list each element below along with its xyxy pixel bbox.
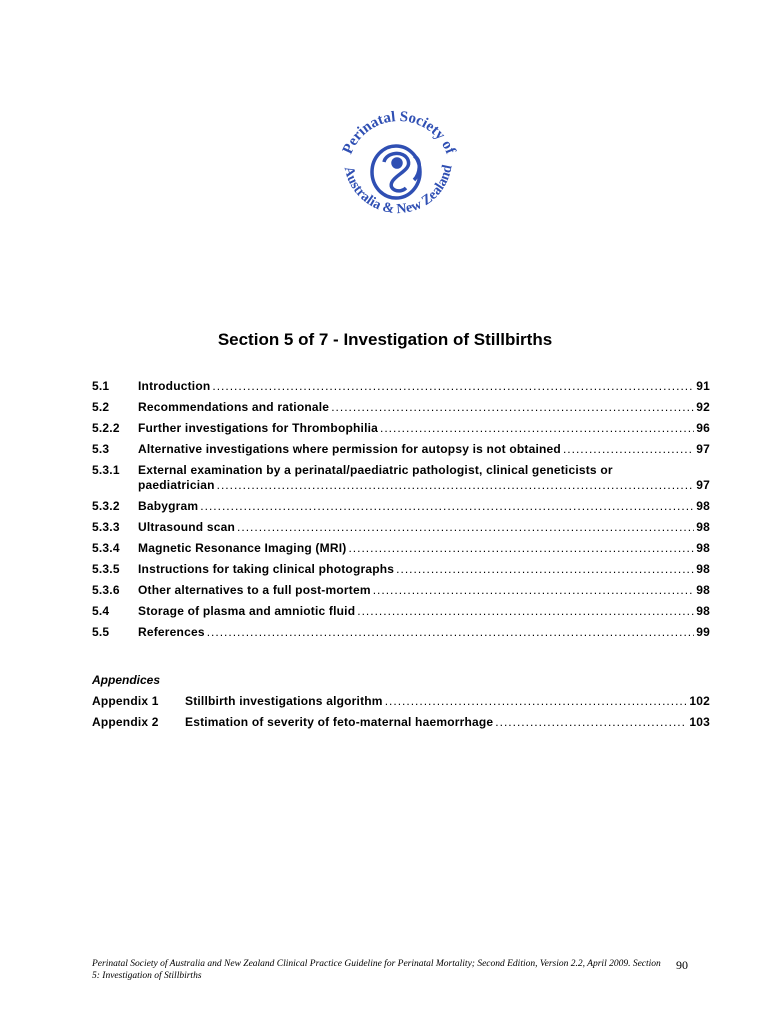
leader-dots — [212, 380, 694, 393]
toc-number: 5.3.3 — [92, 520, 120, 534]
psanz-logo — [326, 100, 468, 238]
toc-number: 5.3.6 — [92, 583, 120, 597]
appendix-page: 102 — [689, 694, 710, 708]
leader-dots — [217, 479, 695, 492]
toc-page: 99 — [696, 625, 710, 639]
toc-entry[interactable] — [92, 422, 710, 435]
toc-number: 5.3 — [92, 442, 110, 456]
toc-title: Alternative investigations where permission for autopsy is not obtained — [138, 442, 561, 456]
toc-page: 98 — [696, 562, 710, 576]
leader-dots — [207, 626, 695, 639]
leader-dots — [396, 563, 694, 576]
toc-page: 98 — [696, 604, 710, 618]
toc-entry[interactable] — [92, 521, 710, 534]
toc-entry[interactable] — [92, 542, 710, 555]
toc-number: 5.3.2 — [92, 499, 120, 513]
fetus-emblem-icon — [372, 146, 420, 198]
appendix-entry[interactable] — [92, 695, 710, 708]
svg-text:Perinatal Society of — [340, 109, 459, 157]
toc-number: 5.1 — [92, 379, 110, 393]
toc-title: Further investigations for Thrombophilia — [138, 421, 379, 435]
appendix-title: Estimation of severity of feto-maternal haemorrhage — [185, 715, 494, 729]
leader-dots — [495, 716, 687, 729]
toc-number: 5.5 — [92, 625, 110, 639]
toc-title: Recommendations and rationale — [138, 400, 330, 414]
logo-text-top: Perinatal Society of — [339, 108, 459, 157]
appendix-entry[interactable] — [92, 716, 710, 729]
leader-dots — [563, 443, 694, 456]
toc-number: 5.3.5 — [92, 562, 120, 576]
appendices-list — [92, 695, 710, 737]
leader-dots — [373, 584, 695, 597]
toc-title: Babygram — [138, 499, 199, 513]
toc-number: 5.3.4 — [92, 541, 120, 555]
page-number: 90 — [676, 958, 688, 972]
leader-dots — [380, 422, 694, 435]
toc-title: Instructions for taking clinical photographs — [138, 562, 395, 576]
toc-page: 98 — [696, 583, 710, 597]
toc-page: 98 — [696, 520, 710, 534]
toc-number: 5.2.2 — [92, 421, 120, 435]
toc-page: 96 — [696, 421, 710, 435]
leader-dots — [385, 695, 688, 708]
toc-entry[interactable] — [92, 626, 710, 639]
toc-number: 5.3.1 — [92, 463, 120, 477]
toc-title: Other alternatives to a full post-mortem — [138, 583, 371, 597]
toc-entry[interactable] — [92, 380, 710, 393]
toc-page: 98 — [696, 541, 710, 555]
logo-text-bottom: Australia & New Zealand — [340, 163, 456, 218]
toc-entry[interactable] — [92, 500, 710, 513]
appendix-number: Appendix 1 — [92, 694, 159, 708]
toc-entry[interactable] — [92, 464, 710, 492]
table-of-contents — [92, 380, 710, 647]
toc-title: Introduction — [138, 379, 211, 393]
toc-entry[interactable] — [92, 443, 710, 456]
toc-title: External examination by a perinatal/paediatric pathologist, clinical geneticists or — [138, 463, 613, 477]
leader-dots — [331, 401, 694, 414]
toc-title: Magnetic Resonance Imaging (MRI) — [138, 541, 347, 555]
toc-page: 97 — [696, 478, 710, 492]
section-title: Section 5 of 7 - Investigation of Stillbirths — [217, 330, 553, 349]
appendix-number: Appendix 2 — [92, 715, 159, 729]
page-footer: Perinatal Society of Australia and New Zealand Clinical Practice Guideline for Perinatal Mortality; Second Edition, Version 2.2, April 2009. Section 5: Investigation of Stillbirths — [92, 959, 661, 981]
toc-entry[interactable] — [92, 605, 710, 618]
leader-dots — [348, 542, 694, 555]
toc-title: Ultrasound scan — [138, 520, 236, 534]
appendix-page: 103 — [689, 715, 710, 729]
toc-page: 97 — [696, 442, 710, 456]
toc-title: Storage of plasma and amniotic fluid — [138, 604, 356, 618]
toc-entry[interactable] — [92, 584, 710, 597]
toc-page: 98 — [696, 499, 710, 513]
toc-number: 5.2 — [92, 400, 110, 414]
appendices-heading: Appendices — [92, 673, 161, 687]
toc-title-continued: paediatrician — [138, 478, 215, 492]
toc-entry[interactable] — [92, 401, 710, 414]
toc-entry[interactable] — [92, 563, 710, 576]
toc-page: 91 — [696, 379, 710, 393]
toc-page: 92 — [696, 400, 710, 414]
appendix-title: Stillbirth investigations algorithm — [185, 694, 383, 708]
toc-title: References — [138, 625, 205, 639]
leader-dots — [200, 500, 694, 513]
leader-dots — [237, 521, 694, 534]
leader-dots — [357, 605, 694, 618]
toc-number: 5.4 — [92, 604, 110, 618]
